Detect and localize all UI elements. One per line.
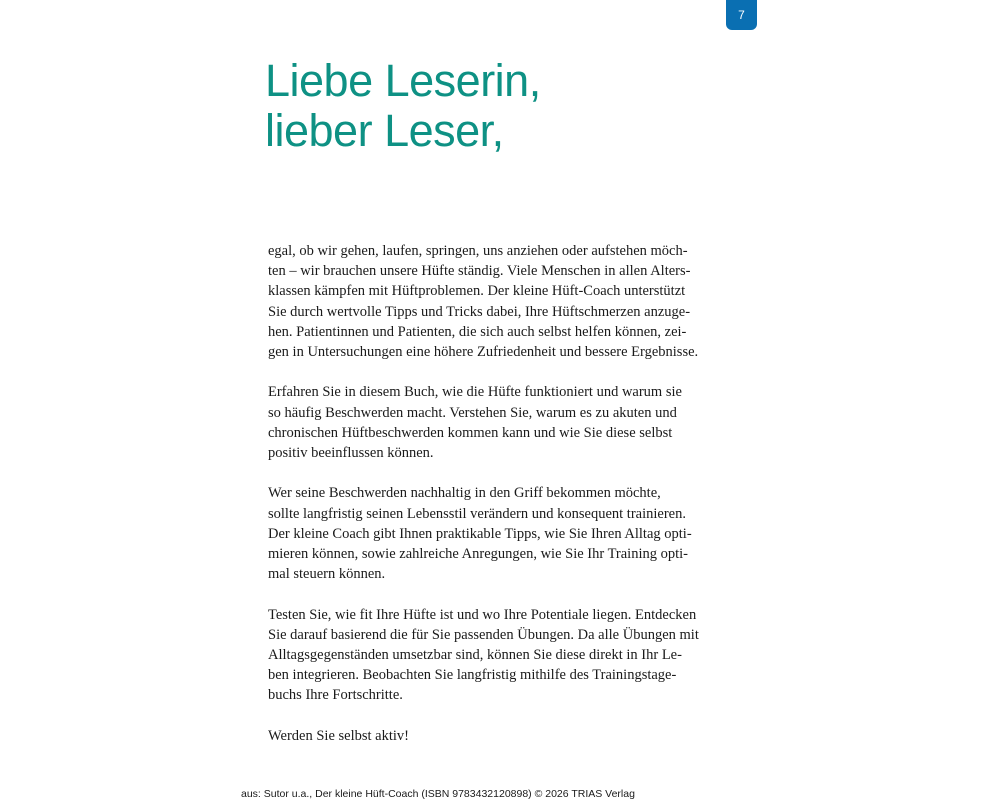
page-number-badge: 7 <box>726 0 757 30</box>
text-line: mieren können, sowie zahlreiche Anregungen, wie Sie Ihr Training opti- <box>268 546 688 563</box>
text-line: Erfahren Sie in diesem Buch, wie die Hüfte funktioniert und warum sie <box>268 384 682 401</box>
paragraph-2 <box>268 382 738 463</box>
source-footer: aus: Sutor u.a., Der kleine Hüft-Coach (ISBN 9783432120898) © 2026 TRIAS Verlag <box>241 788 635 800</box>
text-line: gen in Untersuchungen eine höhere Zufriedenheit und bessere Ergebnisse. <box>268 344 699 361</box>
text-line: positiv beeinflussen können. <box>268 445 434 462</box>
text-line: chronischen Hüftbeschwerden kommen kann und wie Sie diese selbst <box>268 424 673 441</box>
text-line: ben integrieren. Beobachten Sie langfristig mithilfe des Trainingstage- <box>268 667 677 684</box>
text-line: egal, ob wir gehen, laufen, springen, uns anziehen oder aufstehen möch- <box>268 243 688 259</box>
text-line: buchs Ihre Fortschritte. <box>268 687 403 704</box>
paragraph-3 <box>268 483 738 584</box>
page-title <box>265 56 725 156</box>
text-line: Alltagsgegenständen umsetzbar sind, können Sie diese direkt in Ihr Le- <box>268 647 682 664</box>
text-line: ten – wir brauchen unsere Hüfte ständig. Viele Menschen in allen Alters- <box>268 263 691 280</box>
text-line: Sie darauf basierend die für Sie passenden Übungen. Da alle Übungen mit <box>268 626 699 643</box>
text-line: Der kleine Coach gibt Ihnen praktikable Tipps, wie Sie Ihren Alltag opti- <box>268 525 692 542</box>
text-line: Testen Sie, wie fit Ihre Hüfte ist und wo Ihre Potentiale liegen. Entdecken <box>268 606 697 623</box>
paragraph-5 <box>268 726 738 746</box>
text-line: mal steuern können. <box>268 566 386 583</box>
title-line-2: lieber Leser, <box>265 105 504 156</box>
text-line: hen. Patientinnen und Patienten, die sich auch selbst helfen können, zei- <box>268 323 687 340</box>
text-line: so häufig Beschwerden macht. Verstehen Sie, warum es zu akuten und <box>268 404 677 421</box>
body-text <box>268 241 738 766</box>
paragraph-4 <box>268 605 738 706</box>
text-line: Wer seine Beschwerden nachhaltig in den Griff bekommen möchte, <box>268 485 661 502</box>
text-line: Sie durch wertvolle Tipps und Tricks dabei, Ihre Hüftschmerzen anzuge- <box>268 303 691 320</box>
text-line: klassen kämpfen mit Hüftproblemen. Der kleine Hüft-Coach unterstützt <box>268 283 686 300</box>
text-line: Werden Sie selbst aktiv! <box>268 727 409 744</box>
title-line-1: Liebe Leserin, <box>265 55 541 106</box>
text-line: sollte langfristig seinen Lebensstil verändern und konsequent trainieren. <box>268 505 686 522</box>
paragraph-1 <box>268 241 738 362</box>
